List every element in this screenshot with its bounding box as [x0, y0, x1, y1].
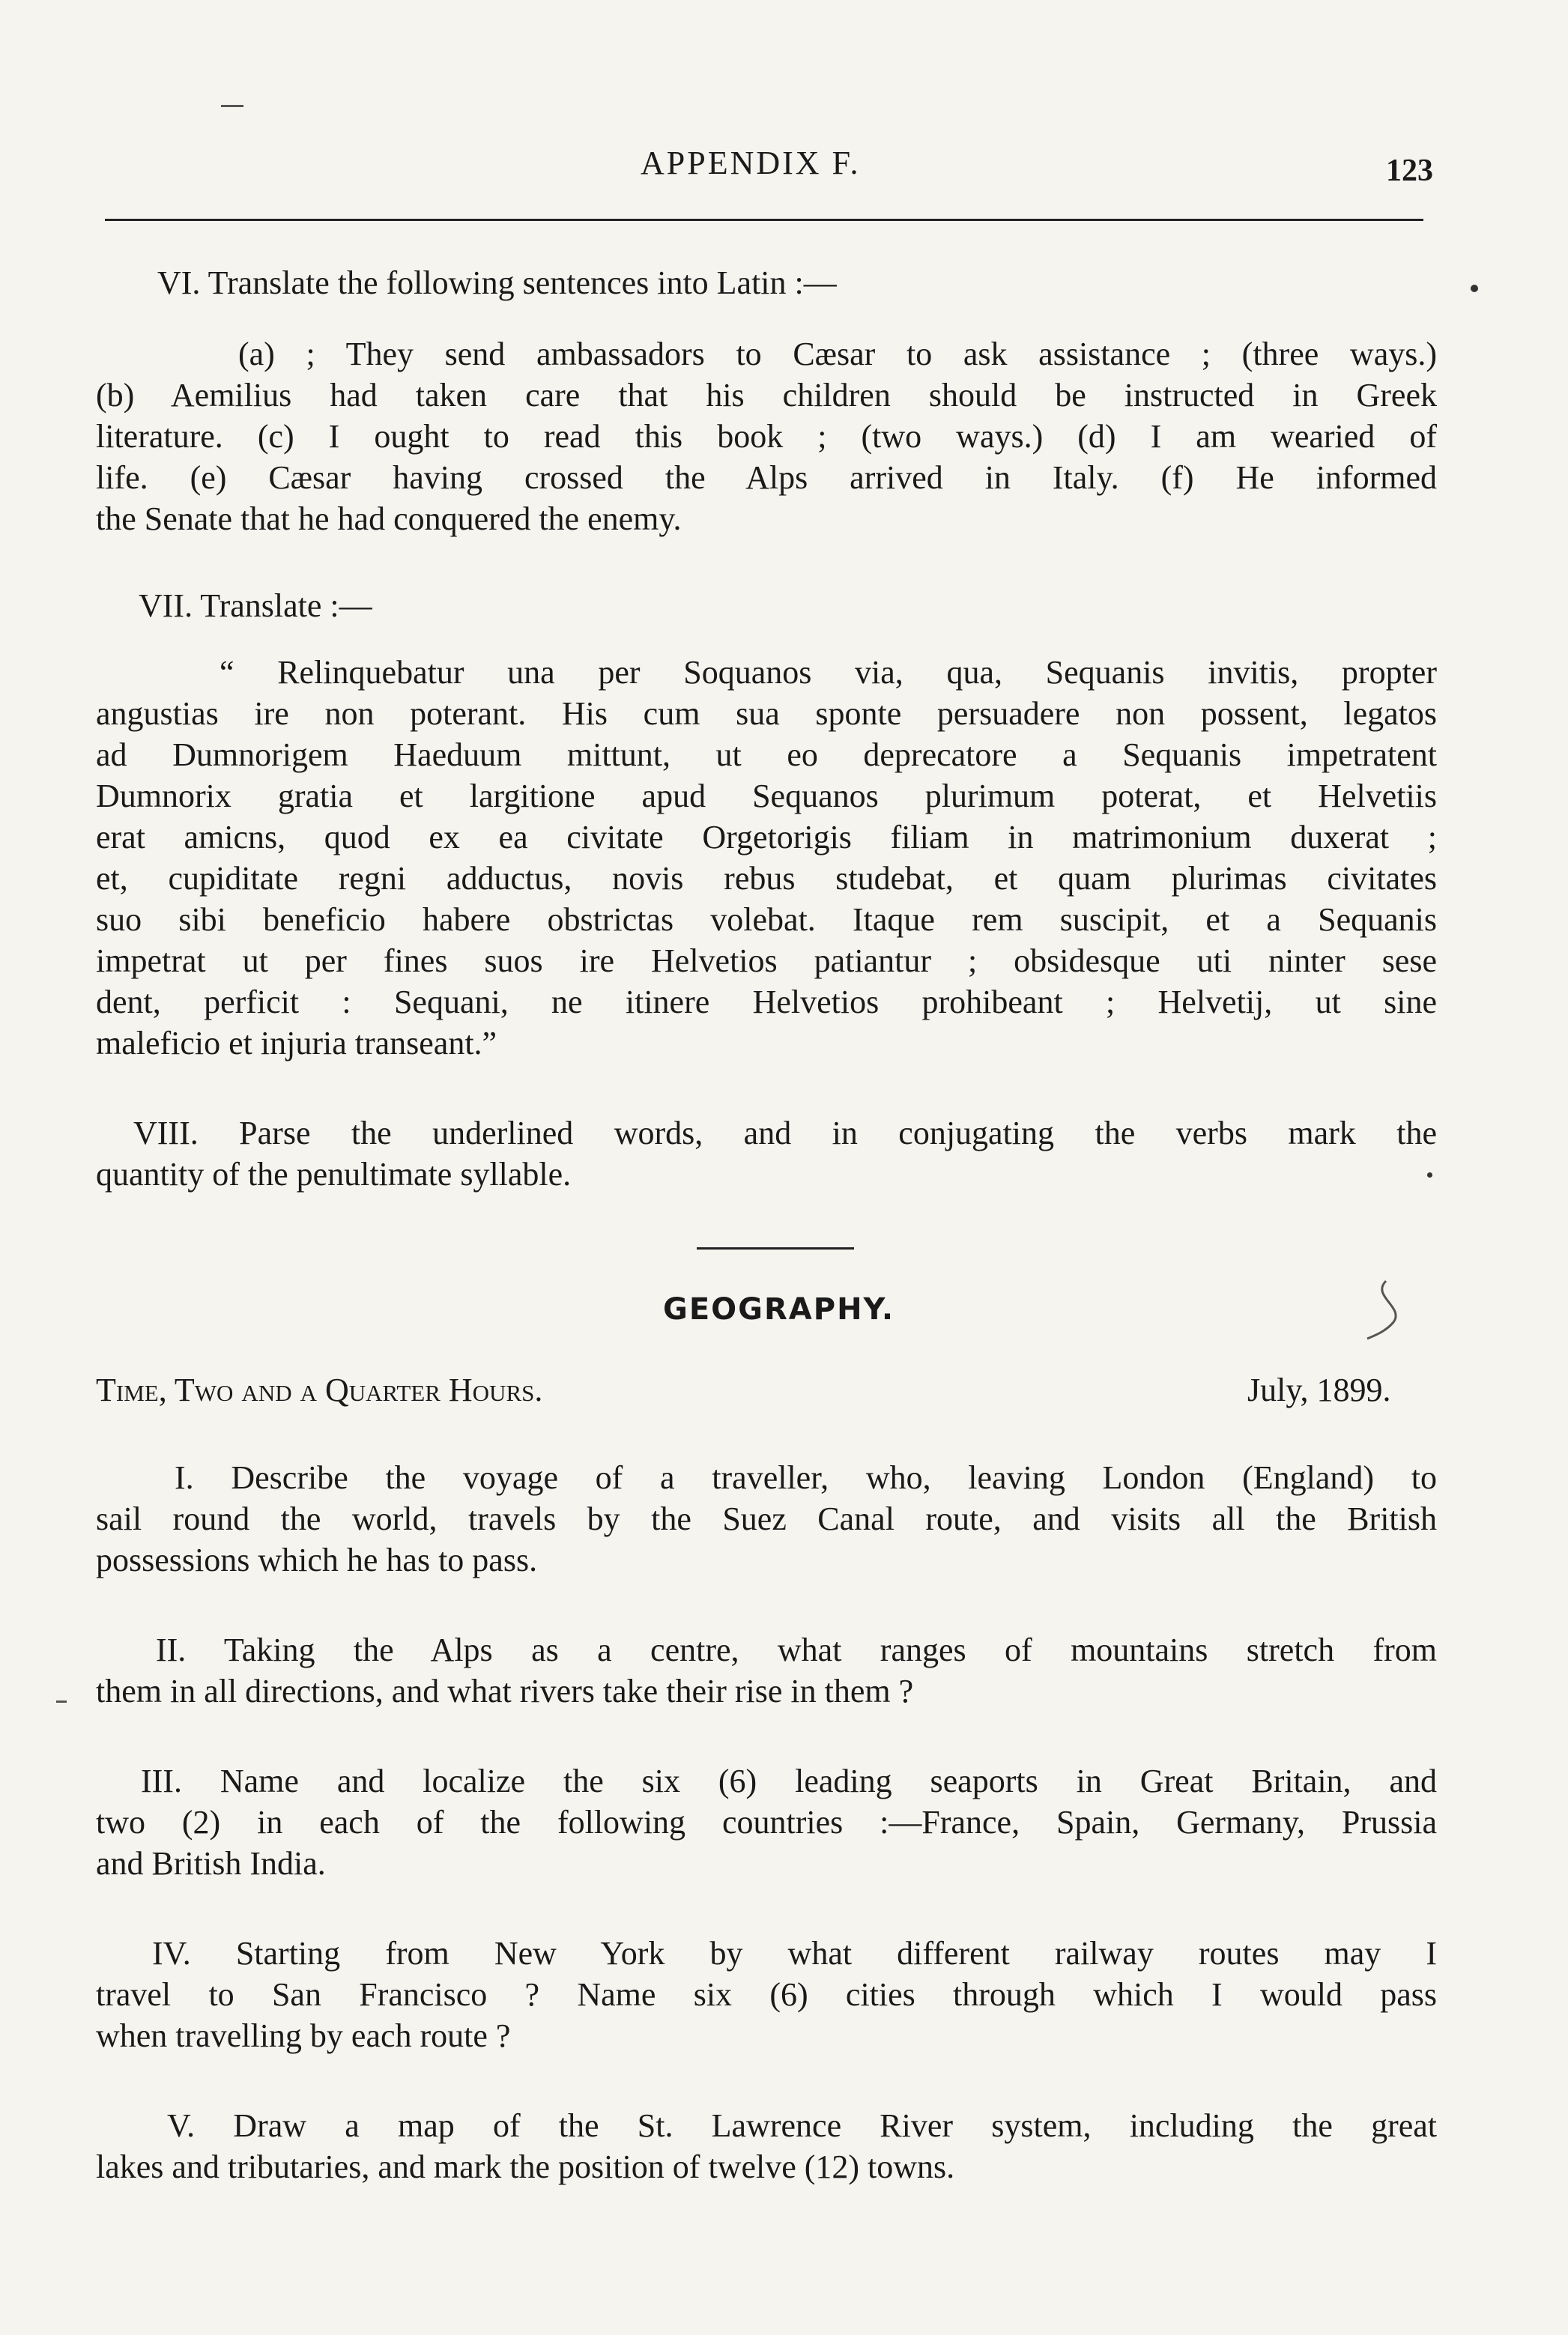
text-line: literature. (c) I ought to read this book ; (two ways.) (d) I am wearied of: [96, 418, 1437, 455]
text-line: Dumnorix gratia et largitione apud Sequanos plurimum poterat, et Helvetiis: [96, 778, 1437, 814]
section-divider: [697, 1247, 854, 1250]
text-line: “ Relinquebatur una per Soquanos via, qua, Sequanis invitis, propter: [220, 654, 1437, 691]
question-vi-heading: VI. Translate the following sentences into Latin :—: [157, 264, 837, 301]
question-vii-body: [96, 652, 1437, 1064]
running-header: APPENDIX F.: [641, 145, 861, 181]
exam-time: Time, Two and a Quarter Hours.: [96, 1372, 543, 1408]
page-number: 123: [1386, 154, 1433, 188]
geography-question-iii: [96, 1760, 1437, 1884]
text-line: the Senate that he had conquered the enemy.: [96, 500, 682, 537]
text-line: angustias ire non poterant. His cum sua sponte persuadere non possent, legatos: [96, 695, 1437, 732]
stray-mark: [221, 105, 243, 107]
text-line: them in all directions, and what rivers take their rise in them ?: [96, 1673, 914, 1709]
text-line: IV. Starting from New York by what different railway routes may I: [152, 1935, 1437, 1972]
question-vi-body: [96, 333, 1437, 539]
text-line: II. Taking the Alps as a centre, what ranges of mountains stretch from: [156, 1632, 1437, 1668]
text-line: suo sibi beneficio habere obstrictas volebat. Itaque rem suscipit, et a Sequanis: [96, 901, 1437, 938]
text-line: lakes and tributaries, and mark the position of twelve (12) towns.: [96, 2148, 955, 2185]
text-line: erat amicns, quod ex ea civitate Orgetorigis filiam in matrimonium duxerat ;: [96, 819, 1437, 855]
text-line: (b) Aemilius had taken care that his children should be instructed in Greek: [96, 377, 1437, 414]
text-line: maleficio et injuria transeant.”: [96, 1025, 497, 1061]
question-vii-heading: VII. Translate :—: [139, 587, 372, 624]
stray-dot: [1471, 285, 1478, 292]
question-viii-body: [96, 1112, 1437, 1195]
text-line: quantity of the penultimate syllable.: [96, 1156, 572, 1193]
pencil-mark: [1363, 1277, 1423, 1345]
text-line: two (2) in each of the following countries :—France, Spain, Germany, Prussia: [96, 1804, 1437, 1841]
text-line: impetrat ut per fines suos ire Helvetios patiantur ; obsidesque uti ninter sese: [96, 942, 1437, 979]
text-line: possessions which he has to pass.: [96, 1542, 538, 1578]
text-line: V. Draw a map of the St. Lawrence River system, including the great: [167, 2107, 1437, 2144]
text-line: ad Dumnorigem Haeduum mittunt, ut eo deprecatore a Sequanis impetratent: [96, 736, 1437, 773]
geography-question-v: [96, 2105, 1437, 2187]
geography-question-i: [96, 1457, 1437, 1581]
text-line: and British India.: [96, 1845, 326, 1882]
text-line: et, cupiditate regni adductus, novis rebus studebat, et quam plurimas civitates: [96, 860, 1437, 897]
text-line: life. (e) Cæsar having crossed the Alps arrived in Italy. (f) He informed: [96, 459, 1437, 496]
text-line: sail round the world, travels by the Suez Canal route, and visits all the British: [96, 1500, 1437, 1537]
text-line: (a) ; They send ambassadors to Cæsar to ask assistance ; (three ways.): [238, 336, 1437, 372]
text-line: III. Name and localize the six (6) leading seaports in Great Britain, and: [141, 1763, 1437, 1799]
geography-question-ii: [96, 1629, 1437, 1712]
section-title: GEOGRAPHY.: [663, 1292, 895, 1327]
text-line: I. Describe the voyage of a traveller, who, leaving London (England) to: [175, 1459, 1437, 1496]
text-line: travel to San Francisco ? Name six (6) cities through which I would pass: [96, 1976, 1437, 2013]
text-line: dent, perficit : Sequani, ne itinere Helvetios prohibeant ; Helvetij, ut sine: [96, 984, 1437, 1020]
exam-date: July, 1899.: [1247, 1372, 1391, 1408]
geography-question-iv: [96, 1933, 1437, 2056]
stray-dot: [1427, 1172, 1432, 1178]
text-line: VIII. Parse the underlined words, and in conjugating the verbs mark the: [133, 1115, 1437, 1151]
text-line: when travelling by each route ?: [96, 2017, 511, 2054]
header-rule: [105, 219, 1423, 221]
stray-mark: [56, 1700, 67, 1703]
